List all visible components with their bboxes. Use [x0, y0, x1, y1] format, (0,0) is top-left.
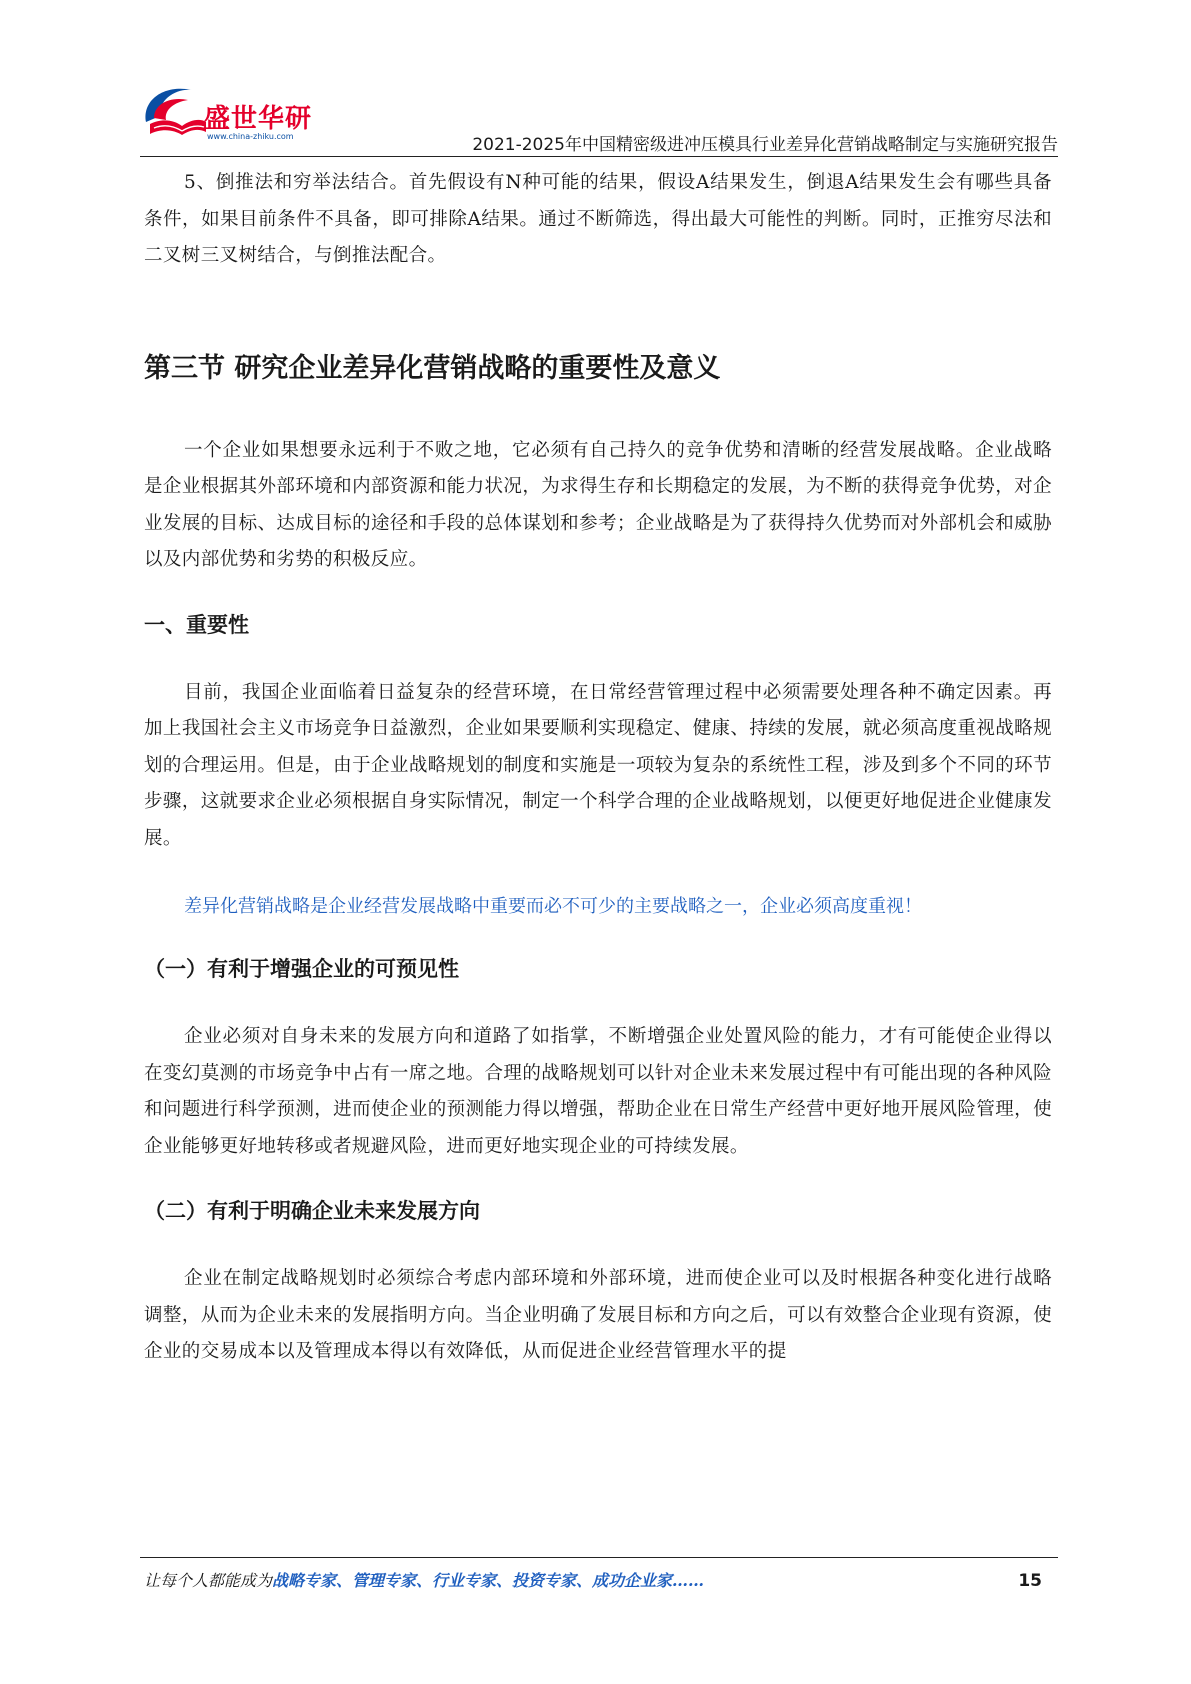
- brand-url: www.china-zhiku.com: [207, 132, 294, 141]
- highlight-statement: 差异化营销战略是企业经营发展战略中重要而必不可少的主要战略之一，企业必须高度重视！: [184, 896, 922, 917]
- heading-predictability: （一）有利于增强企业的可预见性: [144, 957, 459, 981]
- slogan-roles: 战略专家、管理专家、行业专家、投资专家、成功企业家……: [272, 1571, 705, 1590]
- page-number: 15: [1018, 1571, 1042, 1591]
- footer-slogan: [144, 1566, 704, 1596]
- section-title: 第三节 研究企业差异化营销战略的重要性及意义: [144, 352, 721, 384]
- heading-direction: （二）有利于明确企业未来发展方向: [144, 1199, 480, 1223]
- heading-importance: 一、重要性: [144, 612, 249, 637]
- report-title: 2021-2025年中国精密级进冲压模具行业差异化营销战略制定与实施研究报告: [472, 135, 1058, 155]
- paragraph-intro: 一个企业如果想要永远利于不败之地，它必须有自己持久的竞争优势和清晰的经营发展战略。企业战略是企业根据其外部环境和内部资源和能力状况，为求得生存和长期稳定的发展，为不断的获得竞争优势，对企业发展的目标、达成目标的途径和手段的总体谋划和参考；企业战略是为了获得持久优势而对外部机会和威胁以及内部优势和劣势的积极反应。: [144, 439, 1052, 570]
- page-header: [140, 78, 1058, 155]
- brand-logo: [140, 78, 325, 148]
- paragraph-direction: 企业在制定战略规划时必须综合考虑内部环境和外部环境，进而使企业可以及时根据各种变化进行战略调整，从而为企业未来的发展指明方向。当企业明确了发展目标和方向之后，可以有效整合企业现有资源，使企业的交易成本以及管理成本得以有效降低，从而促进企业经营管理水平的提: [144, 1268, 1052, 1362]
- header-divider: [140, 156, 1058, 157]
- brand-name: 盛世华研: [204, 104, 313, 134]
- slogan-lead: 让每个人都能成为: [144, 1571, 273, 1590]
- page-footer: [144, 1566, 1052, 1600]
- paragraph-method-5: 5、倒推法和穷举法结合。首先假设有N种可能的结果，假设A结果发生，倒退A结果发生会有哪些具备条件，如果目前条件不具备，即可排除A结果。通过不断筛选，得出最大可能性的判断。同时，正推穷尽法和二叉树三叉树结合，与倒推法配合。: [144, 172, 1052, 266]
- paragraph-importance: 目前，我国企业面临着日益复杂的经营环境，在日常经营管理过程中必须需要处理各种不确定因素。再加上我国社会主义市场竞争日益激烈，企业如果要顺利实现稳定、健康、持续的发展，就必须高度重视战略规划的合理运用。但是，由于企业战略规划的制度和实施是一项较为复杂的系统性工程，涉及到多个不同的环节步骤，这就要求企业必须根据自身实际情况，制定一个科学合理的企业战略规划，以便更好地促进企业健康发展。: [144, 681, 1052, 849]
- footer-divider: [140, 1557, 1058, 1558]
- paragraph-predictability: 企业必须对自身未来的发展方向和道路了如指掌，不断增强企业处置风险的能力，才有可能使企业得以在变幻莫测的市场竞争中占有一席之地。合理的战略规划可以针对企业未来发展过程中有可能出现的各种风险和问题进行科学预测，进而使企业的预测能力得以增强，帮助企业在日常生产经营中更好地开展风险管理，使企业能够更好地转移或者规避风险，进而更好地实现企业的可持续发展。: [144, 1026, 1052, 1157]
- page-content: [144, 165, 1052, 1371]
